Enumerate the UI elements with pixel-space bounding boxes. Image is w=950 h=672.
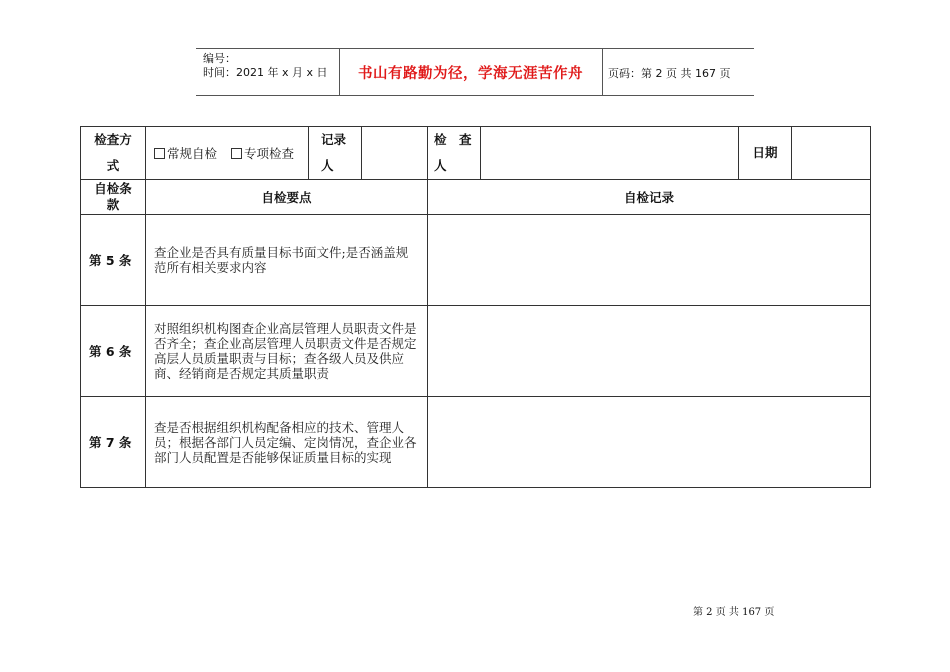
routine-option-label: 常规自检 xyxy=(167,146,218,161)
table-row xyxy=(81,306,871,397)
header-top-rule xyxy=(196,48,754,49)
special-checkbox[interactable] xyxy=(231,148,242,159)
method-options-cell xyxy=(146,127,309,180)
header-bottom-rule xyxy=(196,95,754,96)
record-cell[interactable] xyxy=(428,215,871,306)
header-page-label: 页码：第 2 页 共 167 页 xyxy=(608,67,731,80)
recorder-label-line1: 记录 xyxy=(321,132,347,147)
inspector-label-line1: 检 查 xyxy=(434,132,472,147)
table-row xyxy=(81,215,871,306)
clause-cell: 第 5 条 xyxy=(81,215,146,306)
date-label: 日期 xyxy=(752,145,778,160)
date-value-cell[interactable] xyxy=(792,127,871,180)
meta-row xyxy=(81,127,871,180)
method-label-line2: 式 xyxy=(106,158,120,173)
clause-header-line1: 自检条 xyxy=(94,181,132,196)
record-cell[interactable] xyxy=(428,306,871,397)
self-inspection-table xyxy=(80,126,871,488)
clause-cell: 第 6 条 xyxy=(81,306,146,397)
header-divider xyxy=(602,48,603,95)
table-row xyxy=(81,397,871,488)
method-label-line1: 检查方 xyxy=(94,132,132,147)
record-header-cell: 自检记录 xyxy=(428,180,871,215)
clause-header-line2: 款 xyxy=(106,197,120,212)
points-cell: 对照组织机构图查企业高层管理人员职责文件是否齐全；查企业高层管理人员职责文件是否规定高层人员质量职责与目标；查各级人员及供应商、经销商是否规定其质量职责 xyxy=(146,306,428,397)
points-cell: 查企业是否具有质量目标书面文件;是否涵盖规范所有相关要求内容 xyxy=(146,215,428,306)
recorder-label-line2: 人 xyxy=(321,158,334,173)
points-cell: 查是否根据组织机构配备相应的技术、管理人员；根据各部门人员定编、定岗情况，查企业各部门人员配置是否能够保证质量目标的实现 xyxy=(146,397,428,488)
document-time-label: 时间：2021 年 x 月 x 日 xyxy=(203,66,328,79)
header-motto: 书山有路勤为径，学海无涯苦作舟 xyxy=(358,66,583,82)
clause-cell: 第 7 条 xyxy=(81,397,146,488)
recorder-label-cell xyxy=(309,127,362,180)
inspector-label-cell xyxy=(428,127,481,180)
routine-checkbox[interactable] xyxy=(154,148,165,159)
clause-header-cell xyxy=(81,180,146,215)
date-label-cell xyxy=(739,127,792,180)
inspector-label-line2: 人 xyxy=(434,158,447,173)
column-header-row xyxy=(81,180,871,215)
recorder-value-cell[interactable] xyxy=(362,127,428,180)
special-option-label: 专项检查 xyxy=(244,146,295,161)
footer-page-number: 第 2 页 共 167 页 xyxy=(693,607,775,618)
inspector-value-cell[interactable] xyxy=(481,127,739,180)
header-meta xyxy=(203,52,328,80)
document-number-label: 编号： xyxy=(203,52,236,65)
points-header-cell: 自检要点 xyxy=(146,180,428,215)
method-label-cell xyxy=(81,127,146,180)
record-cell[interactable] xyxy=(428,397,871,488)
